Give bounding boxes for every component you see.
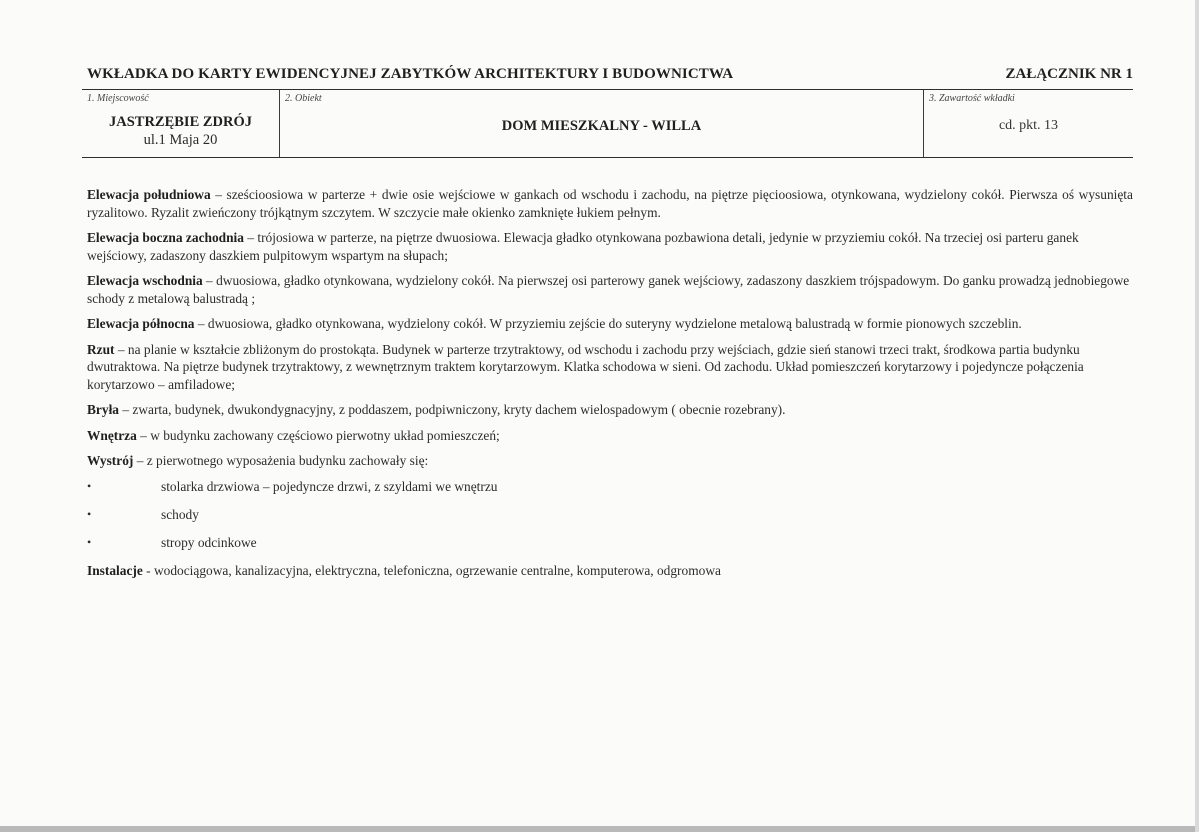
section-heading: Wystrój [87, 453, 134, 468]
content-cell [923, 90, 1133, 157]
list-item-text: schody [161, 506, 199, 522]
section-floor-plan [87, 341, 1133, 394]
section-text: – na planie w kształcie zbliżonym do prostokąta. Budynek w parterze trzytraktowy, od wschodu i zachodu przy wejściach, gdzie sień stanowi trzeci trakt, środkowa partia budynku dwutraktowa. Na piętrze budynek trzytraktowy, z wewnętrznym traktem korytarzowym. Klatka schodowa w sieni. Od zachodu. Układ pomieszczeń korytarzowy i pojedyncze połączenia korytarzowo – amfiladowe; [87, 341, 1084, 392]
section-south-elevation [87, 186, 1133, 221]
section-heading: Elewacja południowa [87, 187, 211, 202]
object-cell [279, 90, 923, 157]
locality-label: 1. Miejscowość [87, 93, 149, 104]
content-label: 3. Zawartość wkładki [929, 93, 1015, 104]
locality-address: ul.1 Maja 20 [143, 132, 218, 148]
section-heading: Elewacja północna [87, 316, 195, 331]
section-north-elevation [87, 315, 1133, 333]
section-heading: Elewacja wschodnia [87, 273, 203, 288]
section-heading: Instalacje [87, 562, 143, 578]
list-item [87, 534, 1133, 551]
section-text: – dwuosiowa, gładko otynkowana, wydzielony cokół. W przyziemiu zejście do suteryny wydzielone metalową balustradą w formie pionowych szczeblin. [194, 316, 1022, 331]
list-item-text: stolarka drzwiowa – pojedyncze drzwi, z szyldami we wnętrzu [161, 478, 498, 494]
list-item [87, 478, 1133, 495]
object-name: DOM MIESZKALNY - WILLA [501, 118, 702, 134]
section-text: – sześcioosiowa w parterze + dwie osie wejściowe w gankach od wschodu i zachodu, na piętrze pięcioosiowa, otynkowana, wydzielony cokół. Pierwsza oś wysunięta ryzalitowo. Ryzalit zwieńczony trójkątnym szczytem. W szczycie małe okienko zamknięte łukiem pełnym. [87, 187, 1133, 220]
list-item [87, 506, 1133, 523]
section-interiors [87, 427, 1133, 445]
scan-edge-bottom [0, 826, 1199, 832]
section-heading: Rzut [87, 341, 115, 357]
bullet-icon: • [87, 534, 92, 549]
content-value: cd. pkt. 13 [998, 118, 1059, 133]
bullet-icon: • [87, 506, 92, 521]
section-installations [87, 562, 1133, 580]
section-heading: Wnętrza [87, 427, 137, 443]
locality-name: JASTRZĘBIE ZDRÓJ [108, 114, 253, 130]
section-text: – z pierwotnego wyposażenia budynku zachowały się: [133, 453, 429, 468]
scan-edge-right [1195, 0, 1199, 832]
list-item-text: stropy odcinkowe [161, 534, 257, 550]
section-text: - wodociągowa, kanalizacyjna, elektryczna, telefoniczna, ogrzewanie centralne, komputerowa, odgromowa [142, 562, 721, 578]
object-label: 2. Obiekt [285, 93, 322, 104]
section-east-elevation [87, 272, 1133, 307]
locality-cell [82, 90, 279, 157]
section-text: – zwarta, budynek, dwukondygnacyjny, z poddaszem, podpiwniczony, kryty dachem wielospadowym ( obecnie rozebrany). [119, 402, 786, 417]
section-text: – dwuosiowa, gładko otynkowana, wydzielony cokół. Na pierwszej osi parterowy ganek wejściowy, zadaszony daszkiem trójspadowym. Do ganku prowadzą jednobiegowe schody z metalową balustradą ; [87, 273, 1130, 306]
document-title: WKŁADKA DO KARTY EWIDENCYJNEJ ZABYTKÓW ARCHITEKTURY I BUDOWNICTWA [87, 66, 734, 82]
info-table [82, 89, 1133, 158]
section-text: – trójosiowa w parterze, na piętrze dwuosiowa. Elewacja gładko otynkowana pozbawiona detali, jedynie w przyziemiu cokół. Na trzeciej osi parteru ganek wejściowy, zadaszony daszkiem pulpitowym wspartym na słupach; [87, 230, 1079, 263]
section-massing [87, 401, 1133, 419]
annex-label: ZAŁĄCZNIK NR 1 [1005, 66, 1133, 82]
section-text: – w budynku zachowany częściowo pierwotny układ pomieszczeń; [136, 427, 500, 443]
section-furnishings [87, 452, 1133, 470]
section-west-elevation [87, 229, 1133, 264]
bullet-icon: • [87, 478, 92, 493]
section-heading: Elewacja boczna zachodnia [87, 230, 244, 245]
section-heading: Bryła [87, 402, 119, 417]
description-body [87, 186, 1133, 587]
